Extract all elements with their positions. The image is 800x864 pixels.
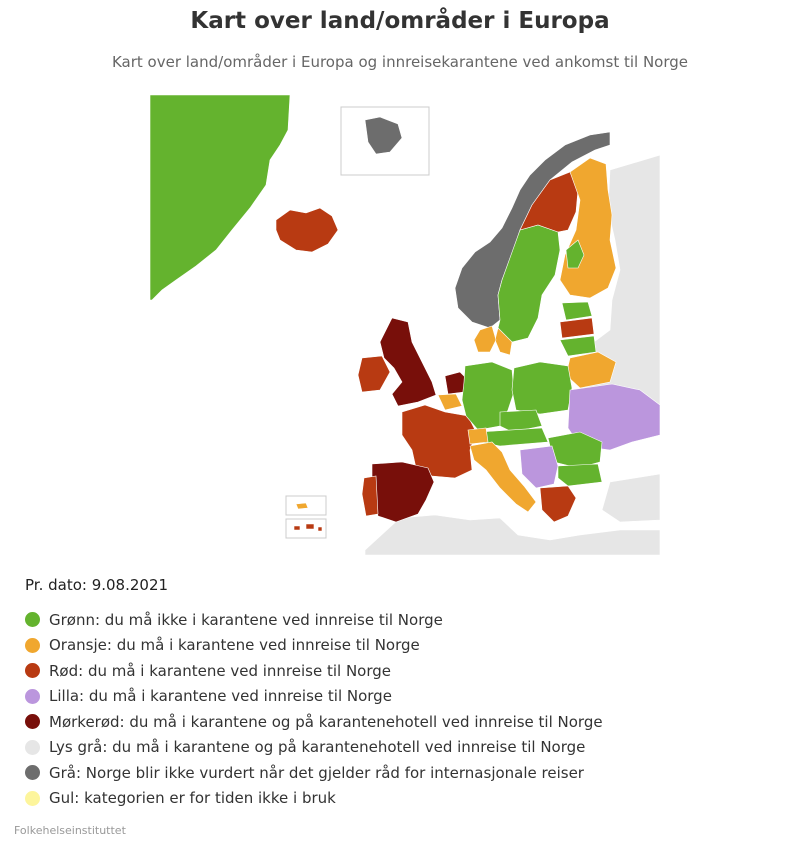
legend-swatch-yellow <box>25 791 40 806</box>
region-latvia[interactable] <box>560 318 594 338</box>
legend-label: Grå: Norge blir ikke vurdert når det gjelder råd for internasjonale reiser <box>49 763 584 782</box>
legend-swatch-purple <box>25 689 40 704</box>
page-subtitle: Kart over land/områder i Europa og innreisekarantene ved ankomst til Norge <box>111 53 689 71</box>
legend-swatch-orange <box>25 638 40 653</box>
region-ireland[interactable] <box>358 356 390 392</box>
legend-item-red[interactable] <box>25 658 603 684</box>
region-uk[interactable] <box>380 318 436 406</box>
region-lithuania[interactable] <box>560 336 596 356</box>
legend-item-lightgray[interactable] <box>25 735 603 761</box>
legend-swatch-darkred <box>25 714 40 729</box>
legend-item-gray[interactable] <box>25 760 603 786</box>
legend-swatch-gray <box>25 765 40 780</box>
region-greenland[interactable] <box>150 95 290 300</box>
region-switzerland[interactable] <box>468 428 488 444</box>
region-poland[interactable] <box>512 362 572 414</box>
legend-label: Rød: du må i karantene ved innreise til Norge <box>49 661 391 680</box>
region-portugal[interactable] <box>362 476 378 516</box>
legend-label: Lilla: du må i karantene ved innreise til Norge <box>49 687 392 706</box>
legend-label: Oransje: du må i karantene ved innreise til Norge <box>49 636 420 655</box>
map-canvas <box>140 90 660 555</box>
legend <box>25 607 603 811</box>
legend-label: Lys grå: du må i karantene og på karantenehotell ved innreise til Norge <box>49 738 586 757</box>
credit-link[interactable]: Folkehelseinstituttet <box>14 824 126 837</box>
region-denmark[interactable] <box>474 326 496 352</box>
region-madeira[interactable] <box>296 503 308 509</box>
region-belgium[interactable] <box>438 394 462 410</box>
region-bulgaria[interactable] <box>558 464 602 486</box>
date-label: Pr. dato: 9.08.2021 <box>25 576 169 594</box>
legend-swatch-red <box>25 663 40 678</box>
region-north-africa[interactable] <box>365 515 660 555</box>
europe-map[interactable] <box>140 90 660 555</box>
legend-swatch-green <box>25 612 40 627</box>
legend-item-yellow[interactable] <box>25 786 603 812</box>
legend-item-purple[interactable] <box>25 684 603 710</box>
legend-swatch-lightgray <box>25 740 40 755</box>
legend-label: Grønn: du må ikke i karantene ved innreise til Norge <box>49 610 443 629</box>
region-turkey[interactable] <box>602 474 660 522</box>
legend-item-orange[interactable] <box>25 633 603 659</box>
region-greece[interactable] <box>540 486 576 522</box>
legend-label: Gul: kategorien er for tiden ikke i bruk <box>49 789 336 808</box>
legend-label: Mørkerød: du må i karantene og på karantenehotell ved innreise til Norge <box>49 712 603 731</box>
region-balkans[interactable] <box>520 446 558 488</box>
region-iceland[interactable] <box>276 208 338 252</box>
region-estonia[interactable] <box>562 302 592 320</box>
region-spain[interactable] <box>372 462 434 522</box>
legend-item-green[interactable] <box>25 607 603 633</box>
page-title: Kart over land/områder i Europa <box>190 8 610 34</box>
legend-item-darkred[interactable] <box>25 709 603 735</box>
